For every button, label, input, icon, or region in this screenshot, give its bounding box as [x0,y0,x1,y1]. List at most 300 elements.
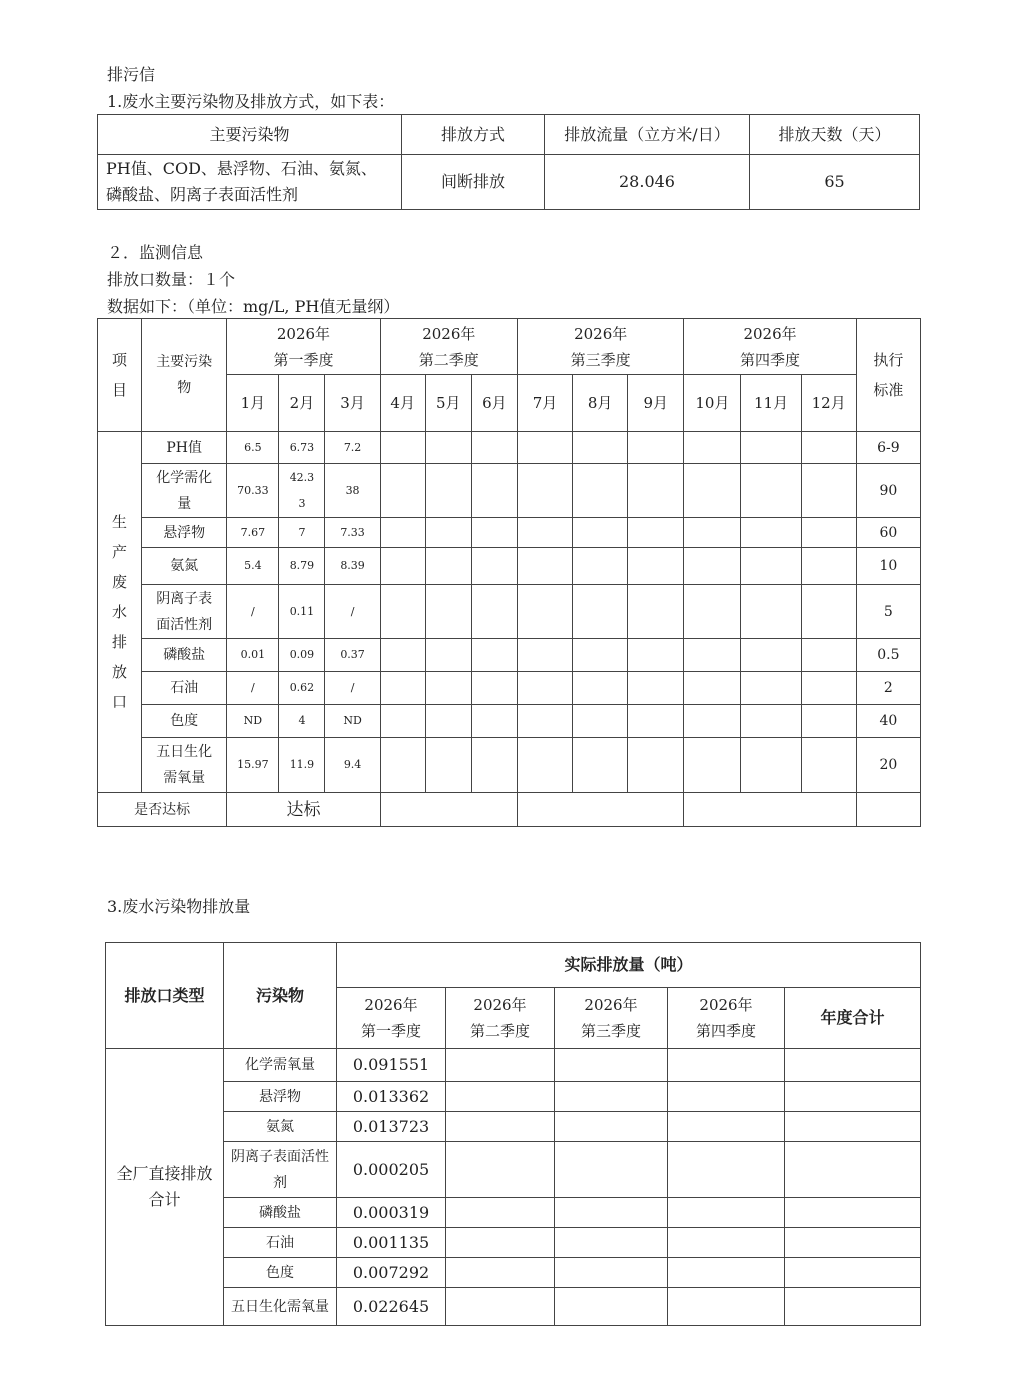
value-m1: 70.33 [227,464,279,518]
empty-amount [785,1228,921,1258]
pollutant-discharge-method-table [97,114,920,210]
value-m3: 7.33 [325,518,380,548]
month-header: 7月 [517,375,572,432]
empty-value [573,738,628,793]
empty-value [573,518,628,548]
pollutant-name [142,518,227,548]
discharge-amount-table [105,942,921,1326]
compliance-label: 是否达标 [98,793,227,827]
pollutant-name [224,1112,337,1142]
q1-year: 2026年 [364,996,418,1014]
pollutant-name [142,464,227,518]
empty-amount [446,1228,555,1258]
empty-value [425,672,471,705]
table-row [98,639,921,672]
pollutant-name-line: 阴离子表 [156,590,213,607]
pollutant-name-line: 需氧量 [163,770,206,786]
header-standard-line: 执行 [873,351,904,369]
header-q3 [517,319,683,375]
table-row [106,1082,921,1112]
empty-value [801,738,856,793]
q2-name: 第二季度 [418,350,479,369]
pollutant-name-line: 磷酸盐 [259,1204,301,1221]
outlet-label-char: 放 [112,663,128,681]
standard-value: 10 [856,548,920,585]
table-row [106,1258,921,1288]
pollutant-name-line: 五日生化 [156,744,213,760]
empty-value [801,705,856,738]
empty-amount [785,1112,921,1142]
empty-value [628,705,684,738]
empty-value [380,585,425,639]
month-header: 11月 [741,375,801,432]
empty-value [628,585,684,639]
empty-value [684,738,741,793]
pollutant-name-line: 氨氮 [170,558,199,574]
pollutants-line-1: PH值、COD、悬浮物、石油、氨氮、 [106,159,377,178]
empty-value [801,518,856,548]
q3-year: 2026年 [574,324,628,343]
table-row [98,518,921,548]
empty-value [425,738,471,793]
header-item-line: 项 [112,351,128,369]
empty-amount [668,1198,785,1228]
empty-value [684,464,741,518]
q1-name: 第一季度 [273,350,334,369]
empty-amount [555,1142,668,1198]
empty-value [517,672,572,705]
empty-value [573,639,628,672]
value-m2: 8.79 [279,548,325,585]
q2-year: 2026年 [473,996,527,1014]
outlet-type [106,1049,224,1326]
empty-value [741,585,801,639]
q3-name: 第三季度 [570,350,631,369]
header-discharge-days: 排放天数（天） [750,115,920,155]
empty-amount [668,1228,785,1258]
empty-value [801,639,856,672]
month-header: 6月 [471,375,517,432]
empty-value [517,518,572,548]
header-item-line: 目 [112,381,128,399]
value-line: 3 [298,496,306,510]
empty-value [801,432,856,464]
empty-value [471,518,517,548]
value-m3: 0.37 [325,639,380,672]
cell-method: 间断排放 [402,155,545,210]
cell-pollutants [98,155,402,210]
compliance-q2 [380,793,517,827]
table-row [98,432,921,464]
compliance-q1: 达标 [227,793,380,827]
table-row [106,1112,921,1142]
pollutant-name [142,585,227,639]
standard-value: 6-9 [856,432,920,464]
empty-value [380,464,425,518]
header-q2 [446,988,555,1049]
pollutant-name-line: 悬浮物 [259,1088,301,1105]
pollutant-name [142,672,227,705]
empty-value [684,672,741,705]
empty-value [801,585,856,639]
empty-value [573,705,628,738]
empty-value [471,639,517,672]
empty-amount [555,1288,668,1326]
empty-value [741,672,801,705]
table-row [98,738,921,793]
value-m1: 7.67 [227,518,279,548]
empty-value [684,705,741,738]
empty-value [425,585,471,639]
empty-value [628,518,684,548]
empty-value [573,672,628,705]
pollutant-name-line: 剂 [273,1174,287,1191]
empty-value [801,464,856,518]
pollutants-line-2: 磷酸盐、阴离子表面活性剂 [106,185,299,204]
empty-value [801,548,856,585]
empty-value [628,639,684,672]
empty-value [471,432,517,464]
outlet-label-char: 产 [112,543,128,561]
value-m3: / [325,672,380,705]
table-row [106,1228,921,1258]
empty-value [573,432,628,464]
empty-value [573,464,628,518]
empty-value [425,432,471,464]
outlet-label [98,432,142,793]
pollutant-name [142,639,227,672]
pollutant-name [224,1258,337,1288]
value-m2: 6.73 [279,432,325,464]
month-header: 1月 [227,375,279,432]
document-heading: 排污信 [107,65,156,84]
value-m2 [279,464,325,518]
q1-amount: 0.091551 [337,1049,446,1082]
value-m2: 0.11 [279,585,325,639]
q1-amount: 0.000205 [337,1142,446,1198]
empty-amount [668,1112,785,1142]
header-discharge-method: 排放方式 [402,115,545,155]
compliance-q4 [684,793,856,827]
outlet-label-char: 废 [112,573,128,591]
value-m2: 0.09 [279,639,325,672]
outlet-label-char: 水 [112,603,128,621]
value-m1: / [227,585,279,639]
month-header: 9月 [628,375,684,432]
outlet-type-line: 合计 [148,1190,181,1209]
q4-name: 第四季度 [695,1022,756,1040]
empty-amount [785,1142,921,1198]
pollutant-name-line: 石油 [266,1234,294,1251]
table-row [98,585,921,639]
header-q1 [337,988,446,1049]
pollutant-name [224,1198,337,1228]
outlet-count: 排放口数量：１个 [107,270,236,289]
section2-title: ２．监测信息 [107,243,204,262]
header-q2 [380,319,517,375]
standard-value: 0.5 [856,639,920,672]
value-m1: 5.4 [227,548,279,585]
q4-name: 第四季度 [740,350,801,369]
empty-amount [446,1258,555,1288]
month-header: 8月 [573,375,628,432]
q3-year: 2026年 [584,996,638,1014]
value-line: 42.3 [289,470,315,484]
pollutant-name-line: 量 [177,495,192,512]
empty-value [425,639,471,672]
empty-value [380,432,425,464]
compliance-q3 [517,793,683,827]
empty-value [517,464,572,518]
pollutant-name [224,1082,337,1112]
outlet-label-char: 排 [112,633,128,651]
section3-title: 3.废水污染物排放量 [107,897,251,916]
q1-year: 2026年 [276,324,331,343]
empty-value [517,639,572,672]
header-standard-line: 标准 [873,381,904,399]
empty-value [471,738,517,793]
empty-value [741,518,801,548]
value-m1: ND [227,705,279,738]
table-row [106,1288,921,1326]
month-header: 12月 [801,375,856,432]
value-m3: 8.39 [325,548,380,585]
header-annual-total: 年度合计 [785,988,921,1049]
value-m1: 15.97 [227,738,279,793]
pollutant-name [142,738,227,793]
value-m2: 11.9 [279,738,325,793]
q1-amount: 0.013723 [337,1112,446,1142]
value-m2: 7 [279,518,325,548]
empty-amount [555,1198,668,1228]
header-pollutant-line: 主要污染 [156,354,213,370]
q4-year: 2026年 [699,996,753,1014]
compliance-row [98,793,921,827]
pollutant-name [142,548,227,585]
table-row [98,672,921,705]
empty-value [471,585,517,639]
empty-value [573,585,628,639]
header-outlet-type: 排放口类型 [106,943,224,1049]
header-pollutant [142,319,227,432]
pollutant-name-line: 色度 [170,713,199,729]
empty-amount [446,1049,555,1082]
empty-amount [785,1082,921,1112]
month-header: 10月 [684,375,741,432]
header-standard [856,319,920,432]
q1-amount: 0.013362 [337,1082,446,1112]
q1-amount: 0.007292 [337,1258,446,1288]
empty-value [628,548,684,585]
month-header: 5月 [425,375,471,432]
empty-value [425,464,471,518]
empty-amount [446,1112,555,1142]
units-note: 数据如下：（单位：mg/L, PH值无量纲） [107,297,400,316]
pollutant-name [224,1228,337,1258]
value-m3: ND [325,705,380,738]
q2-name: 第二季度 [469,1022,530,1040]
standard-value: 2 [856,672,920,705]
empty-value [517,705,572,738]
empty-amount [555,1112,668,1142]
value-m2: 4 [279,705,325,738]
table-row [98,464,921,518]
q1-amount: 0.001135 [337,1228,446,1258]
value-m1: 0.01 [227,639,279,672]
table-row [106,1198,921,1228]
header-actual-discharge: 实际排放量（吨） [337,943,921,988]
header-item [98,319,142,432]
empty-amount [555,1228,668,1258]
q1-name: 第一季度 [360,1022,421,1040]
empty-value [741,464,801,518]
value-m3: 38 [325,464,380,518]
header-discharge-flow: 排放流量（立方米/日） [545,115,750,155]
empty-value [380,705,425,738]
q4-year: 2026年 [743,324,797,343]
empty-value [801,672,856,705]
empty-value [684,518,741,548]
empty-value [741,548,801,585]
outlet-type-line: 全厂直接排放 [116,1164,213,1183]
standard-value: 20 [856,738,920,793]
pollutant-name [224,1142,337,1198]
empty-value [471,672,517,705]
month-header: 4月 [380,375,425,432]
empty-value [741,432,801,464]
empty-amount [785,1049,921,1082]
empty-value [741,705,801,738]
empty-amount [785,1198,921,1228]
month-header: 2月 [279,375,325,432]
empty-amount [668,1142,785,1198]
empty-value [517,585,572,639]
pollutant-name-line: 磷酸盐 [163,647,206,663]
outlet-label-char: 口 [112,693,128,711]
standard-value: 40 [856,705,920,738]
header-pollutant: 污染物 [224,943,337,1049]
pollutant-name-line: 五日生化需氧量 [231,1298,329,1315]
pollutant-name [142,705,227,738]
empty-value [517,738,572,793]
empty-value [684,639,741,672]
table-row [106,1049,921,1082]
empty-value [628,464,684,518]
empty-amount [668,1288,785,1326]
standard-value: 90 [856,464,920,518]
empty-amount [668,1258,785,1288]
empty-amount [555,1049,668,1082]
pollutant-name [224,1288,337,1326]
table-row [98,705,921,738]
empty-value [628,672,684,705]
empty-value [684,585,741,639]
value-m1: 6.5 [227,432,279,464]
pollutant-name [224,1049,337,1082]
compliance-standard [856,793,920,827]
pollutant-name-line: 化学需化 [156,469,213,486]
empty-value [741,639,801,672]
empty-value [425,705,471,738]
q1-amount: 0.022645 [337,1288,446,1326]
empty-amount [446,1082,555,1112]
standard-value: 5 [856,585,920,639]
empty-value [380,518,425,548]
empty-value [380,639,425,672]
pollutant-name [142,432,227,464]
empty-value [425,518,471,548]
empty-value [517,432,572,464]
pollutant-name-line: 悬浮物 [163,524,206,541]
section1-title: 1.废水主要污染物及排放方式，如下表： [107,92,395,111]
header-q1 [227,319,380,375]
empty-value [684,432,741,464]
empty-value [471,705,517,738]
q1-amount: 0.000319 [337,1198,446,1228]
empty-value [380,672,425,705]
empty-value [425,548,471,585]
month-header: 3月 [325,375,380,432]
empty-amount [555,1082,668,1112]
empty-value [380,738,425,793]
pollutant-name-line: 面活性剂 [156,616,213,633]
empty-value [517,548,572,585]
empty-amount [668,1082,785,1112]
empty-amount [785,1258,921,1288]
empty-value [684,548,741,585]
value-m3: / [325,585,380,639]
value-m2: 0.62 [279,672,325,705]
pollutant-name-line: 石油 [170,680,199,696]
pollutant-name-line: 色度 [266,1264,294,1281]
empty-amount [668,1049,785,1082]
header-q4 [684,319,856,375]
pollutant-name-line: 阴离子表面活性 [231,1148,329,1165]
header-q4 [668,988,785,1049]
value-m3: 9.4 [325,738,380,793]
value-m1: / [227,672,279,705]
header-q3 [555,988,668,1049]
empty-amount [785,1288,921,1326]
empty-value [380,548,425,585]
empty-value [628,738,684,793]
header-main-pollutants: 主要污染物 [98,115,402,155]
table-row [106,1142,921,1198]
monitoring-table [97,318,921,827]
cell-days: 65 [750,155,920,210]
empty-amount [555,1258,668,1288]
header-pollutant-line: 物 [177,380,192,396]
empty-value [573,548,628,585]
empty-value [628,432,684,464]
empty-amount [446,1142,555,1198]
table-row [98,548,921,585]
pollutant-name-line: 氨氮 [266,1118,294,1135]
empty-value [471,548,517,585]
pollutant-name-line: 化学需氧量 [245,1057,315,1073]
empty-value [471,464,517,518]
empty-amount [446,1288,555,1326]
standard-value: 60 [856,518,920,548]
empty-amount [446,1198,555,1228]
pollutant-name-line: PH值 [166,439,202,456]
q3-name: 第三季度 [580,1022,641,1040]
outlet-label-char: 生 [112,513,128,531]
empty-value [741,738,801,793]
q2-year: 2026年 [422,324,476,343]
value-m3: 7.2 [325,432,380,464]
cell-flow: 28.046 [545,155,750,210]
